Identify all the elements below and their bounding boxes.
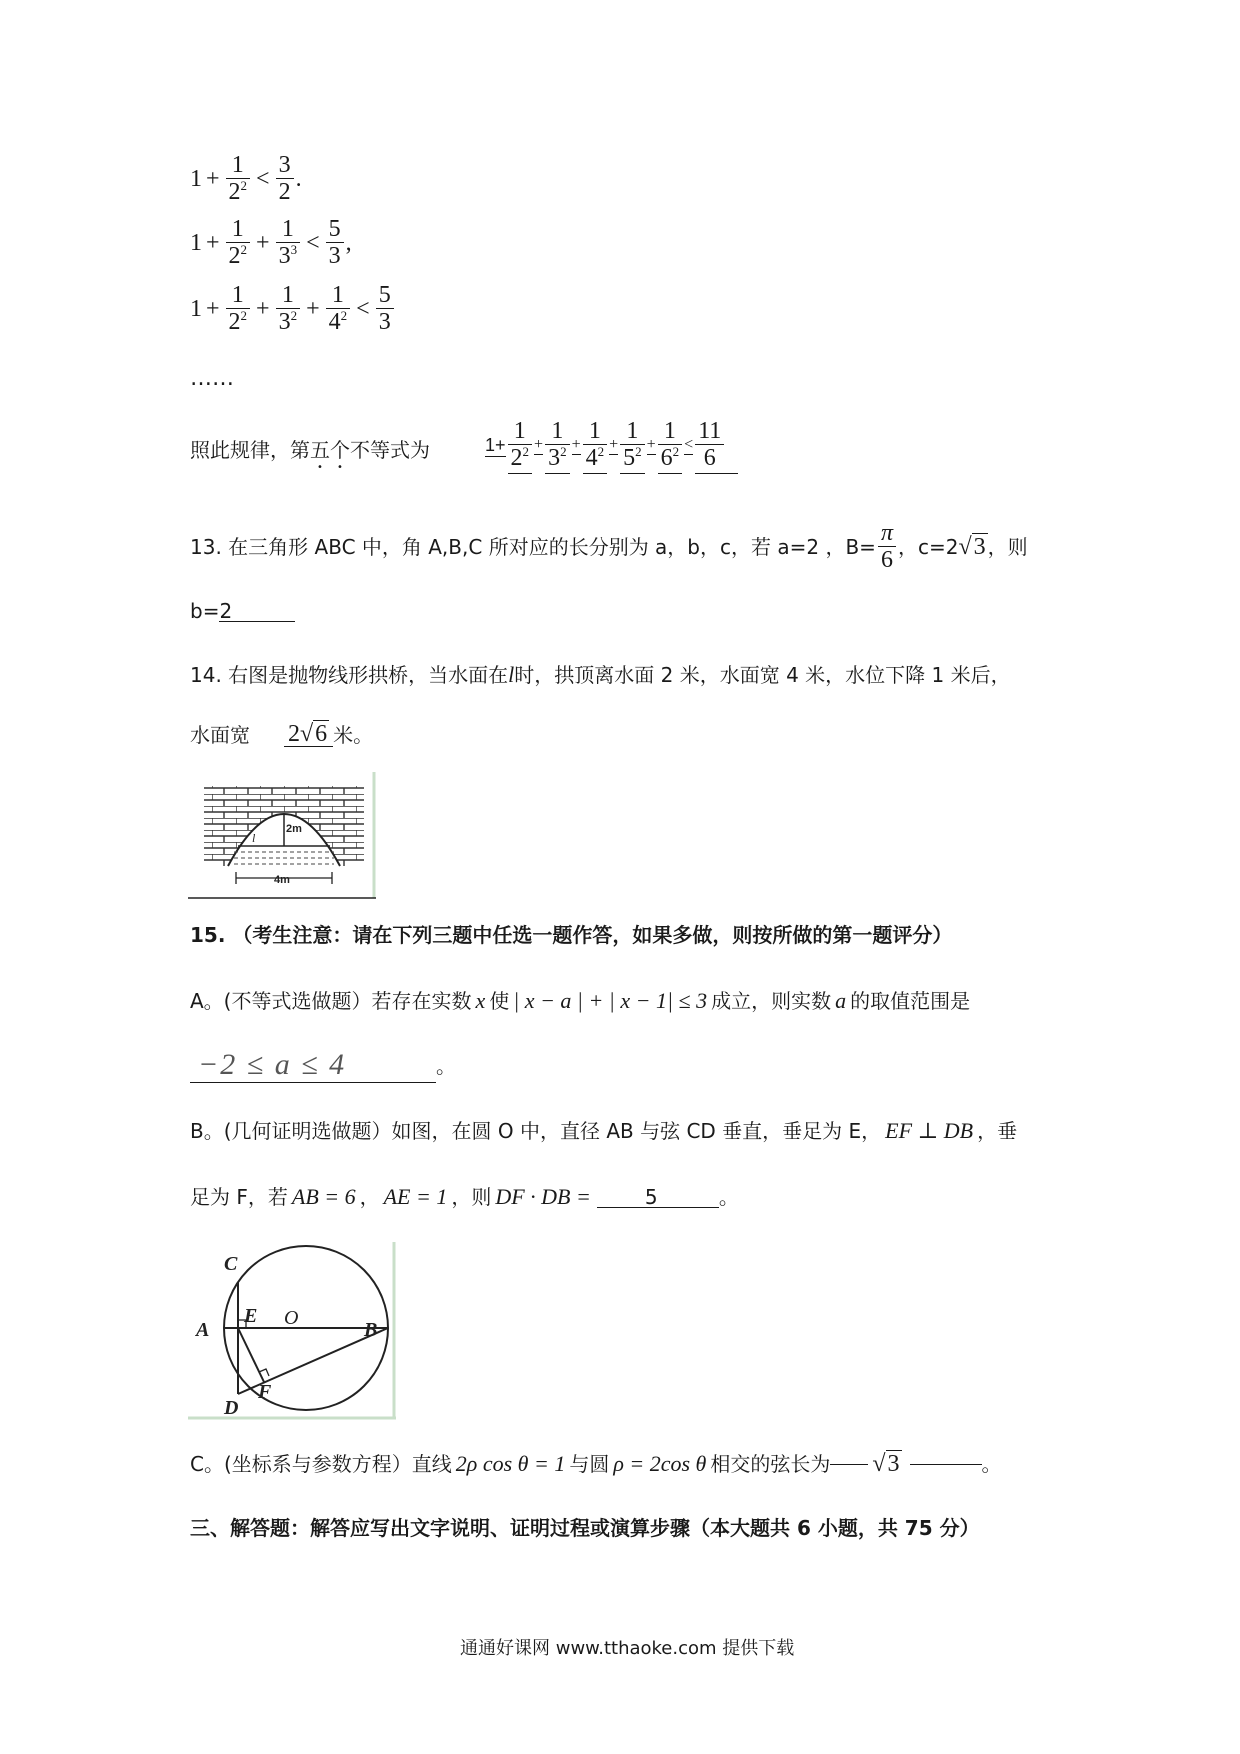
q14-answer-line: 水面宽 2√6 米。 <box>190 721 374 747</box>
q15-c-answer: √3 <box>872 1451 900 1477</box>
q12-answer: 1+ $\frac{1}{2^2}$ + $\frac{1}{3^2}$ + $\frac{1}{4^2}$ + $\frac{1}{5^2}$ + $\frac{1}{6^2}$ < $\frac{11}{6}$ <box>485 418 740 474</box>
q15-a-text: A。(不等式选做题）若存在实数 x 使 | x − a | + | x − 1| ≤ 3 成立，则实数 a 的取值范围是 <box>190 988 971 1013</box>
q15-b-line2: 足为 F，若 AB = 6 ， AE = 1 ，则 DF · DB = 5 。 <box>190 1184 739 1209</box>
label-l: l <box>252 831 256 845</box>
label-E: E <box>244 1305 258 1327</box>
label-2m: 2m <box>286 823 302 835</box>
q14-answer: 2√6 <box>284 722 333 747</box>
q15-a-answer: −2 ≤ a ≤ 4 <box>190 1048 436 1083</box>
fraction: $\frac{3}{2}$ <box>276 152 294 207</box>
q13-answer-line: b=2 <box>190 601 295 622</box>
label-B: B <box>364 1319 378 1341</box>
label-C: C <box>224 1253 238 1275</box>
q15-c-text: C。(坐标系与参数方程）直线 2ρ cos θ = 1 与圆 ρ = 2cos θ 相交的弦长为 √3 。 <box>190 1451 1002 1477</box>
sqrt-3: √3 <box>958 534 986 561</box>
ellipsis: …… <box>190 366 234 391</box>
inequality-line-1: 1 + $\frac{1}{2^2}$ < $\frac{3}{2}$ . <box>190 152 302 206</box>
q15-a-answer-line: −2 ≤ a ≤ 4 。 <box>190 1048 456 1083</box>
circle-figure <box>188 1240 398 1420</box>
q15-b-answer: 5 <box>597 1187 719 1208</box>
footer: 通通好课网 www.tthaoke.com 提供下载 <box>460 1638 795 1659</box>
q12-prompt: 照此规律，第五个不等式为 <box>190 438 430 462</box>
q13-text: 13. 在三角形 ABC 中，角 A,B,C 所对应的长分别为 a，b，c，若 a=2 ，B= $\frac{\pi}{6}$ ，c=2 √3 ，则 <box>190 520 1028 574</box>
label-D: D <box>224 1397 239 1419</box>
label-O: O <box>284 1307 299 1329</box>
section-3-header: 三、解答题：解答应写出文字说明、证明过程或演算步骤（本大题共 6 小题，共 75 分） <box>190 1516 980 1540</box>
fraction: $\frac{1}{2^2}$ <box>226 152 251 207</box>
label-F: F <box>258 1381 272 1403</box>
q14-text: 14. 右图是抛物线形拱桥，当水面在l时，拱顶离水面 2 米，水面宽 4 米，水位下降 1 米后， <box>190 662 1011 687</box>
label-4m: 4m <box>274 874 290 886</box>
inequality-line-2: 1 + $\frac{1}{2^2}$ + $\frac{1}{3^3}$ < $\frac{5}{3}$ , <box>190 216 352 270</box>
q15-header: 15. （考生注意：请在下列三题中任选一题作答，如果多做，则按所做的第一题评分） <box>190 923 953 947</box>
q15-b-text: B。(几何证明选做题）如图，在圆 O 中，直径 AB 与弦 CD 垂直，垂足为 E， EF ⊥ DB ，垂 <box>190 1118 1018 1143</box>
q13-answer: 2 <box>219 601 295 622</box>
inequality-line-3: 1 + $\frac{1}{2^2}$ + $\frac{1}{3^2}$ + $\frac{1}{4^2}$ < $\frac{5}{3}$ <box>190 282 396 337</box>
arch-bridge-figure <box>188 770 378 900</box>
label-A: A <box>196 1319 210 1341</box>
